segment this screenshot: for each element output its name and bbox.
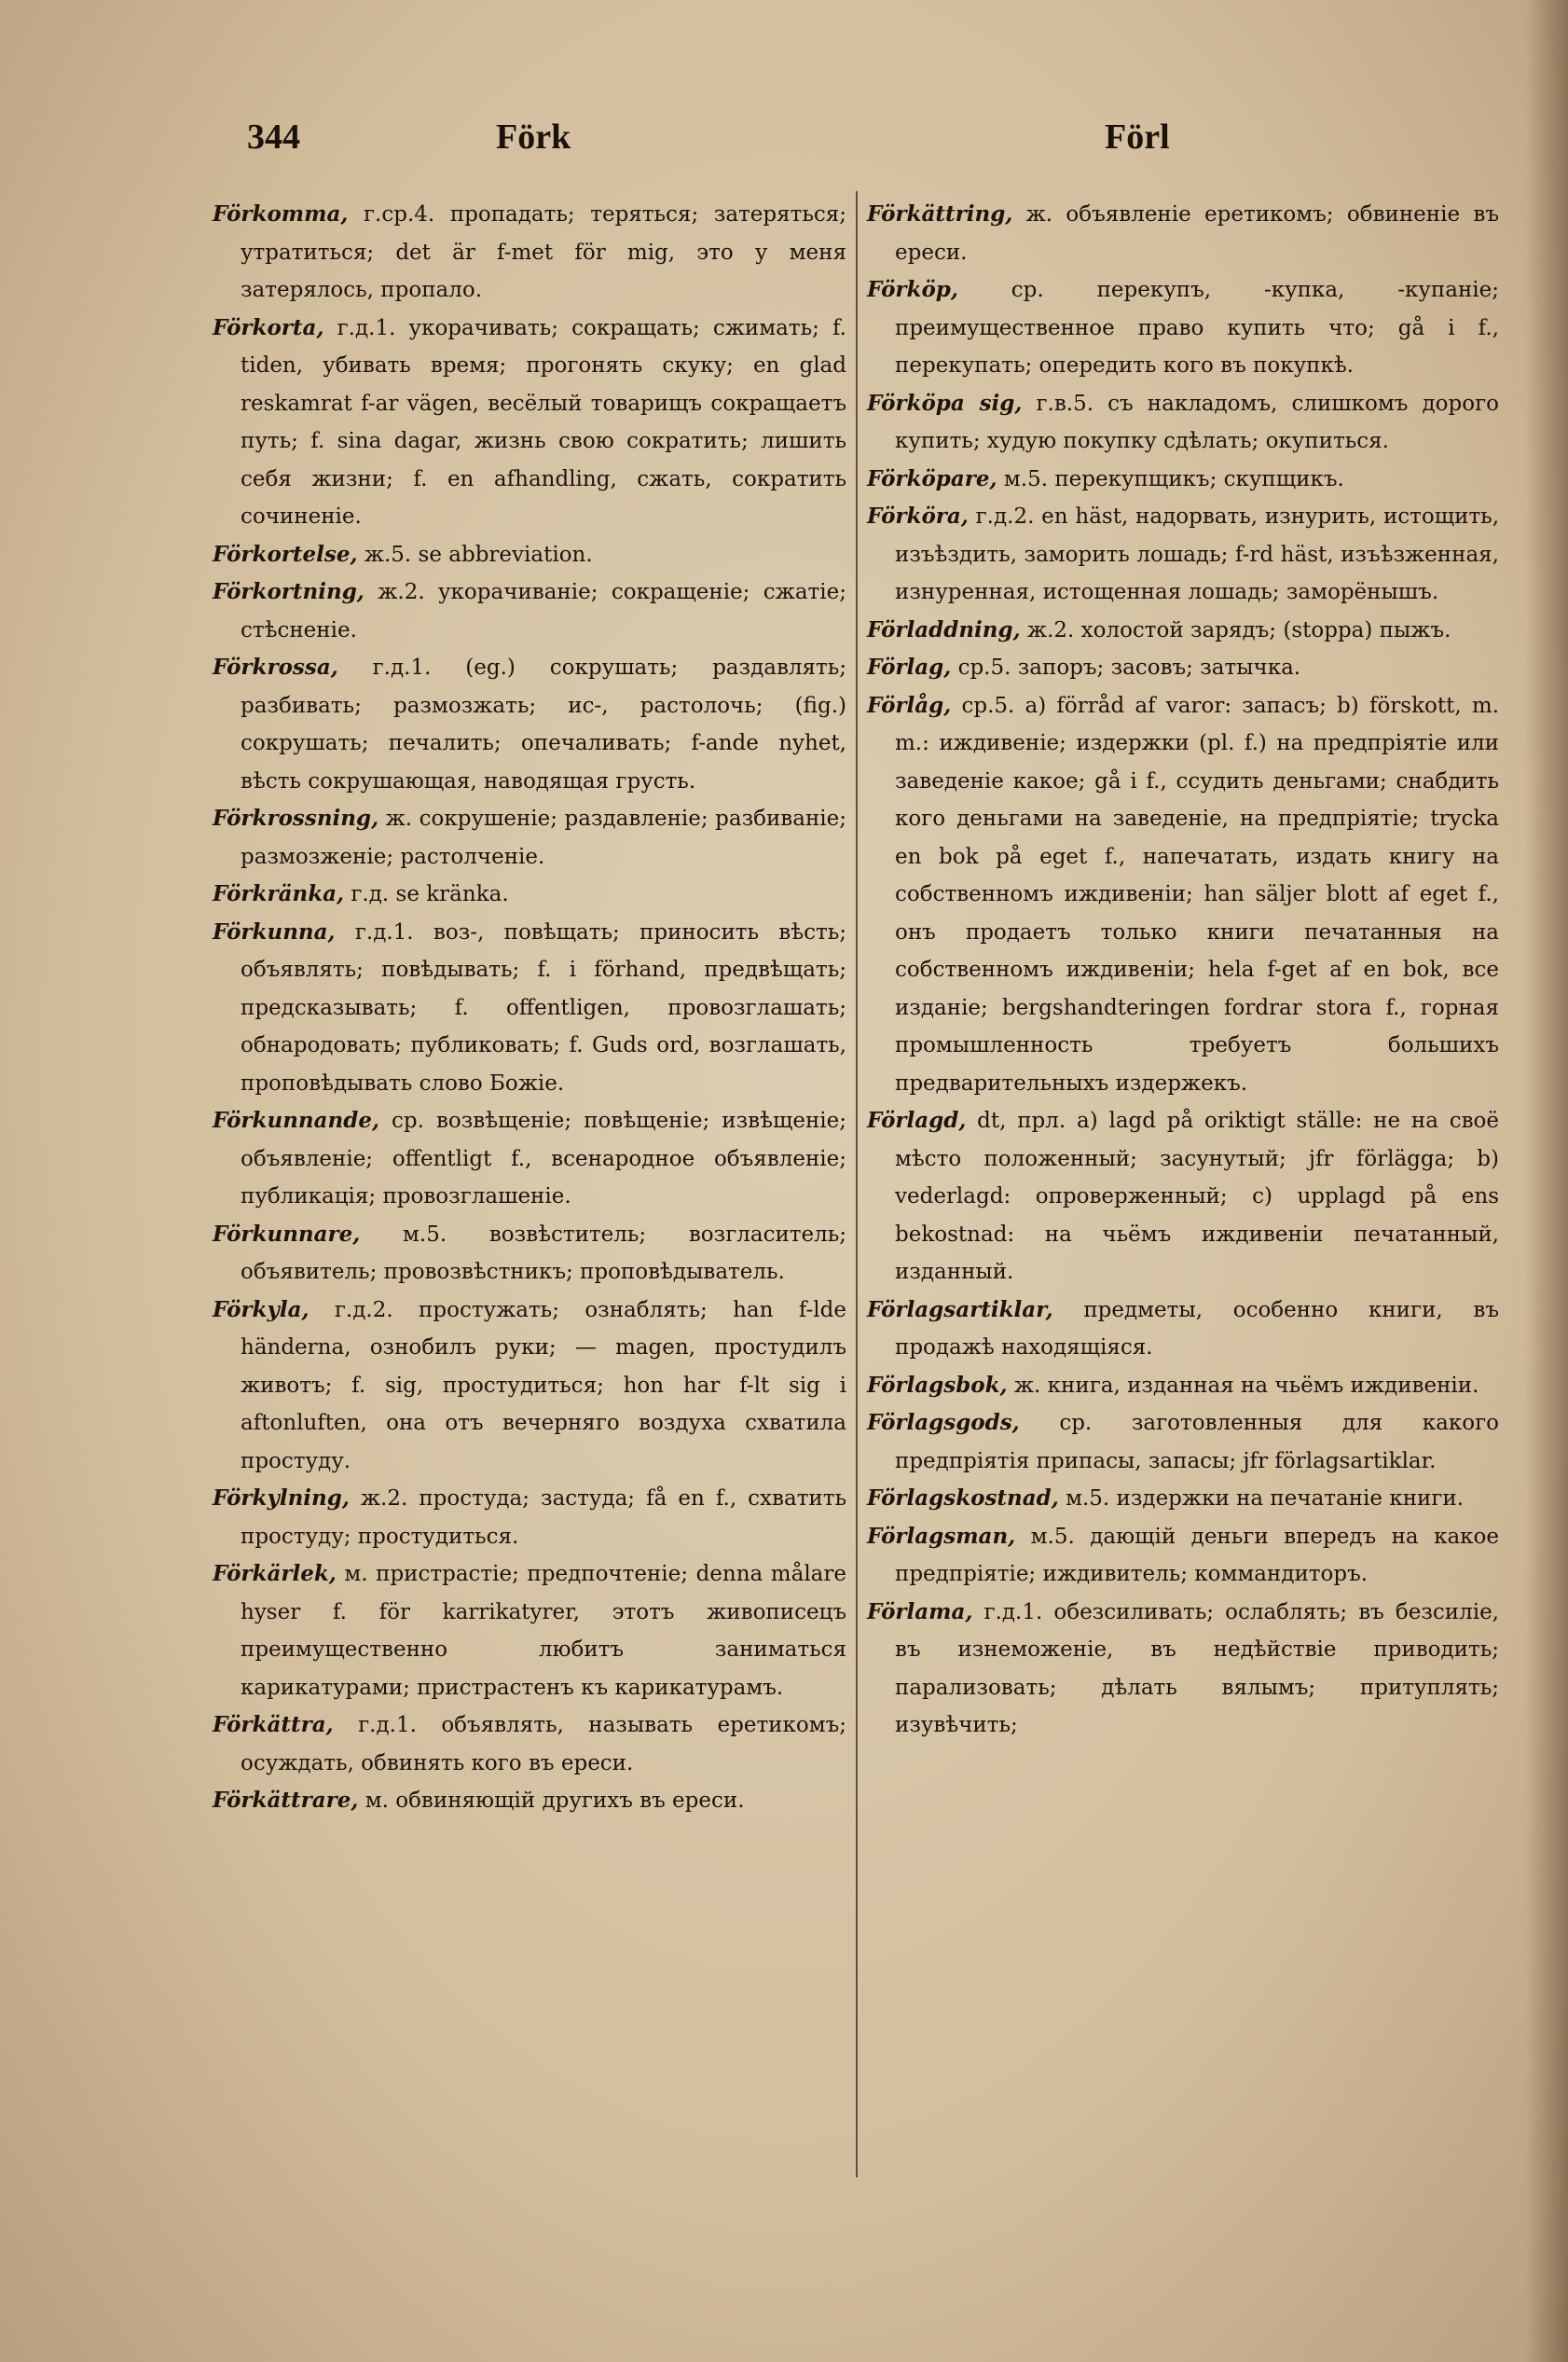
entry-definition: м.5. дающій деньги впередъ на какое предпріятіе; иждивитель; коммандиторъ. [895,1524,1500,1586]
entry-headword: Förköpare, [867,465,997,491]
entry-headword: Förlagsgods, [867,1410,1020,1435]
right-column [867,196,1499,1745]
entry-definition: ж.5. se abbreviation. [364,542,593,567]
entry-definition: г.в.5. съ накладомъ, слишкомъ дорого купить; худую покупку сдѣлать; окупиться. [895,391,1499,453]
running-header [0,117,1568,173]
entry-definition: ср. перекупъ, -купка, -купаніе; преимущественное право купить что; gå i f., перекупать; опередить кого въ покупкѣ. [895,278,1499,378]
entry-headword: Förladdning, [867,616,1021,642]
entry-headword: Förkortelse, [213,541,358,567]
entry-headword: Förkortning, [213,579,364,604]
page-edge-shadow [1525,0,1568,2362]
dictionary-entry [867,1292,1499,1367]
column-divider [856,191,858,2177]
dictionary-entry [213,1555,846,1706]
entry-definition: ср.5. a) förråd af varor: запасъ; b) förskott, m. m.: иждивеніе; издержки (pl. f.) на предпріятіе или заведеніе какое; gå i f., ссудить деньгами; снабдить кого деньгами на заведеніе, на предпріятіе; trycka en bok på eget f., напечатать, издать книгу на собственномъ иждивеніи; han säljer blott af eget f., онъ продаетъ только книги печатанныя на собственномъ иждивеніи; hela f-get af en bok, все изданіе; bergshandteringen fordrar stora f., горная промышленность требуетъ большихъ предварительныхъ издержекъ. [895,693,1500,1096]
entry-definition: ж.2. простуда; застуда; få en f., схватить простуду; простудиться. [241,1486,846,1549]
entry-headword: Förkrossning, [213,806,379,831]
entry-definition: ср. возвѣщеніе; повѣщеніе; извѣщеніе; объявленіе; offentligt f., всенародное объявленіе; публикація; провозглашеніе. [241,1109,846,1209]
left-column [213,196,846,1820]
entry-definition: ср. заготовленныя для какого предпріятія припасы, запасы; jfr förlagsartiklar. [895,1411,1499,1473]
entry-definition: м. обвиняющій другихъ въ ереси. [364,1789,745,1813]
entry-definition: ж. книга, изданная на чьёмъ иждивеніи. [1013,1373,1479,1398]
entry-headword: Förkunnare, [213,1221,361,1247]
entry-definition: м.5. возвѣститель; возгласитель; объявитель; провозвѣстникъ; проповѣдыватель. [241,1222,846,1284]
entry-headword: Förkrossa, [213,655,338,680]
entry-headword: Förkyla, [213,1296,309,1322]
dictionary-entry [867,1480,1499,1518]
entry-definition: dt, прл. a) lagd på oriktigt ställe: не на своё мѣсто положенный; засунутый; jfr förlägga; b) vederlagd: опроверженный; c) upplagd på ens bekostnad: на чьёмъ иждивеніи печатанный, изданный. [895,1109,1499,1284]
entry-definition: г.д.1. укорачивать; сокращать; сжимать; f. tiden, убивать время; прогонять скуку; en glad reskamrat f-ar vägen, весёлый товарищъ сокращаетъ путь; f. sina dagar, жизнь свою сократить; лишить себя жизни; f. en afhandling, сжать, сократить сочиненіе. [241,315,846,529]
entry-headword: Förkunna, [213,919,336,945]
dictionary-entry [867,1102,1499,1292]
dictionary-entry [213,914,846,1103]
dictionary-entry [213,1216,846,1292]
dictionary-entry [213,1292,846,1481]
dictionary-entry [867,1367,1499,1405]
entry-definition: м.5. перекупщикъ; скупщикъ. [1003,466,1344,491]
entry-headword: Förlagsartiklar, [867,1296,1053,1322]
entry-definition: г.д.1. (eg.) сокрушать; раздавлять; разбивать; размозжать; ис-, растолочь; (fig.) сокрушать; печалить; опечаливать; f-ande nyhet, вѣсть сокрушающая, наводящая грусть. [241,656,847,794]
entry-headword: Förkränka, [213,881,345,906]
entry-definition: предметы, особенно книги, въ продажѣ находящіяся. [895,1297,1499,1360]
entry-definition: м. пристрастіе; предпочтеніе; denna målare hyser f. för karrikatyrer, этотъ живописецъ преимущественно любитъ заниматься карикатурами; пристрастенъ къ карикатурамъ. [241,1562,846,1700]
dictionary-entry [867,612,1499,650]
entry-definition: ср.5. запоръ; засовъ; затычка. [957,656,1301,680]
entry-definition: г.д. se kränka. [351,882,509,906]
entry-headword: Förlagsman, [867,1523,1016,1549]
entry-definition: г.д.1. обезсиливать; ослаблять; въ безсиліе, въ изнеможеніе, въ недѣйствіе приводить; парализовать; дѣлать вялымъ; притуплять; изувѣчить; [895,1599,1499,1737]
entry-definition: г.д.2. простужать; ознаблять; han f-lde händerna, ознобилъ руки; — magen, простудилъ животъ; f. sig, простудиться; hon har f-lt sig i aftonluften, она отъ вечерняго воздуха схватила простуду. [241,1297,846,1473]
entry-headword: Förkunnande, [213,1108,379,1133]
entry-headword: Förkättrare, [213,1788,359,1813]
entry-headword: Förlagsbok, [867,1372,1008,1398]
entry-definition: м.5. издержки на печатаніе книги. [1066,1486,1465,1511]
dictionary-entry [867,687,1499,1103]
dictionary-entry [213,800,846,876]
entry-definition: ж.2. холостой зарядъ; (stoppa) пыжъ. [1026,617,1451,642]
entry-definition: ж.2. укорачиваніе; сокращеніе; сжатіе; стѣсненіе. [241,580,846,642]
entry-definition: г.ср.4. пропадать; теряться; затеряться; утратиться; det är f-met för mig, это у меня затерялось, пропало. [241,202,846,302]
dictionary-entry [867,271,1499,385]
dictionary-entry [867,385,1499,461]
dictionary-entry [867,1518,1499,1594]
entry-headword: Förköra, [867,504,969,529]
dictionary-entry [213,310,846,536]
entry-headword: Förlagd, [867,1108,967,1133]
entry-headword: Förkorta, [213,314,324,340]
entry-headword: Förlagskostnad, [867,1485,1059,1511]
dictionary-entry [213,1706,846,1782]
entry-definition: г.д.2. en häst, надорвать, изнурить, истощить, изъѣздить, заморить лошадь; f-rd häst, изъѣзженная, изнуренная, истощенная лошадь; заморёнышъ. [895,504,1499,604]
dictionary-entry [867,1404,1499,1480]
dictionary-entry [867,649,1499,687]
entry-headword: Förlåg, [867,692,952,718]
entry-headword: Förkättra, [213,1712,334,1737]
entry-headword: Förlag, [867,655,952,680]
entry-headword: Förkomma, [213,201,349,227]
entry-headword: Förköpa sig, [867,390,1023,416]
dictionary-entry [213,649,846,800]
dictionary-entry [213,1480,846,1555]
right-guide-word: Förl [1105,117,1170,157]
entry-headword: Förköp, [867,277,958,302]
dictionary-entry [213,1782,846,1820]
dictionary-entry [213,1102,846,1216]
dictionary-entry [867,196,1499,271]
entry-definition: г.д.1. объявлять, называть еретикомъ; осуждать, обвинять кого въ ереси. [241,1713,846,1775]
dictionary-entry [213,573,846,649]
left-guide-word: Förk [496,117,571,157]
dictionary-entry [213,196,846,310]
dictionary-entry [213,536,846,574]
dictionary-entry [213,876,846,914]
entry-definition: ж. объявленіе еретикомъ; обвиненіе въ ереси. [895,202,1499,265]
dictionary-entry [867,1594,1499,1745]
dictionary-entry [867,461,1499,499]
entry-headword: Förlama, [867,1598,973,1624]
entry-headword: Förkärlek, [213,1561,337,1586]
entry-headword: Förkättring, [867,201,1013,227]
entry-definition: г.д.1. воз-, повѣщать; приносить вѣсть; объявлять; повѣдывать; f. i förhand, предвѣщать; предсказывать; f. offentligen, провозглашать; обнародовать; публиковать; f. Guds ord, возглашать, проповѣдывать слово Божіе. [241,919,846,1096]
entry-definition: ж. сокрушеніе; раздавленіе; разбиваніе; размозженіе; растолченіе. [241,807,846,869]
page-number: 344 [247,117,300,157]
entry-headword: Förkylning, [213,1485,350,1511]
dictionary-entry [867,498,1499,612]
